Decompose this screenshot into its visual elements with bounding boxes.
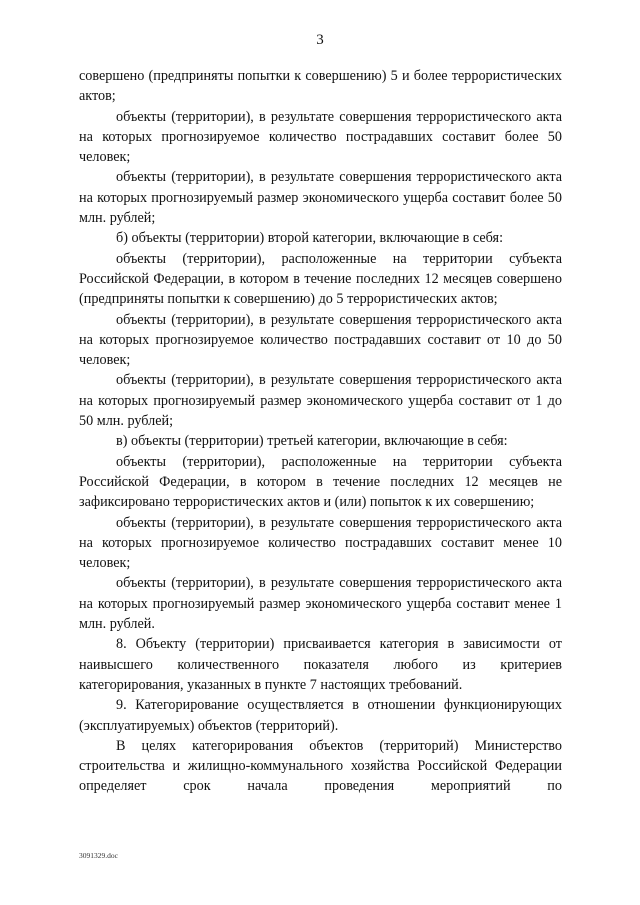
paragraph-item-9: 9. Категорирование осуществляется в отношении функционирующих (эксплуатируемых) объектов (территорий). [79,697,562,734]
document-body [79,66,562,797]
paragraph-subsection-v: в) объекты (территории) третьей категории, включающие в себя: [116,433,508,450]
paragraph: объекты (территории), расположенные на территории субъекта Российской Федерации, в котором в течение последних 12 месяцев совершено (предприняты попытки к совершению) до 5 террористических актов; [79,250,562,308]
footer-file-code: 3091329.doc [79,851,118,860]
paragraph: объекты (территории), в результате совершения террористического акта на которых прогнозируемое количество пострадавших составит менее 10 человек; [79,514,562,572]
paragraph: объекты (территории), в результате совершения террористического акта на которых прогнозируемый размер экономического ущерба составит более 50 млн. рублей; [79,169,562,227]
paragraph-item-8: 8. Объекту (территории) присваивается категория в зависимости от наивысшего количественного показателя любого из критериев категорирования, указанных в пункте 7 настоящих требований. [79,636,562,693]
paragraph-ministry: В целях категорирования объектов (территорий) Министерство строительства и жилищно-коммунального хозяйства Российской Федерации определяет срок начала проведения мероприятий по [79,737,562,795]
page-number: 3 [316,32,324,48]
paragraph: объекты (территории), в результате совершения террористического акта на которых прогнозируемое количество пострадавших составит от 10 до 50 человек; [79,311,562,369]
paragraph-continuation: совершено (предприняты попытки к совершению) 5 и более террористических актов; [79,68,562,105]
paragraph-subsection-b: б) объекты (территории) второй категории, включающие в себя: [116,230,504,247]
paragraph: объекты (территории), расположенные на территории субъекта Российской Федерации, в котором в течение последних 12 месяцев не зафиксировано террористических актов и (или) попыток к их совершению; [79,453,562,511]
paragraph: объекты (территории), в результате совершения террористического акта на которых прогнозируемый размер экономического ущерба составит менее 1 млн. рублей. [79,575,562,633]
paragraph: объекты (территории), в результате совершения террористического акта на которых прогнозируемый размер экономического ущерба составит от 1 до 50 млн. рублей; [79,372,562,430]
paragraph: объекты (территории), в результате совершения террористического акта на которых прогнозируемое количество пострадавших составит более 50 человек; [79,108,562,166]
